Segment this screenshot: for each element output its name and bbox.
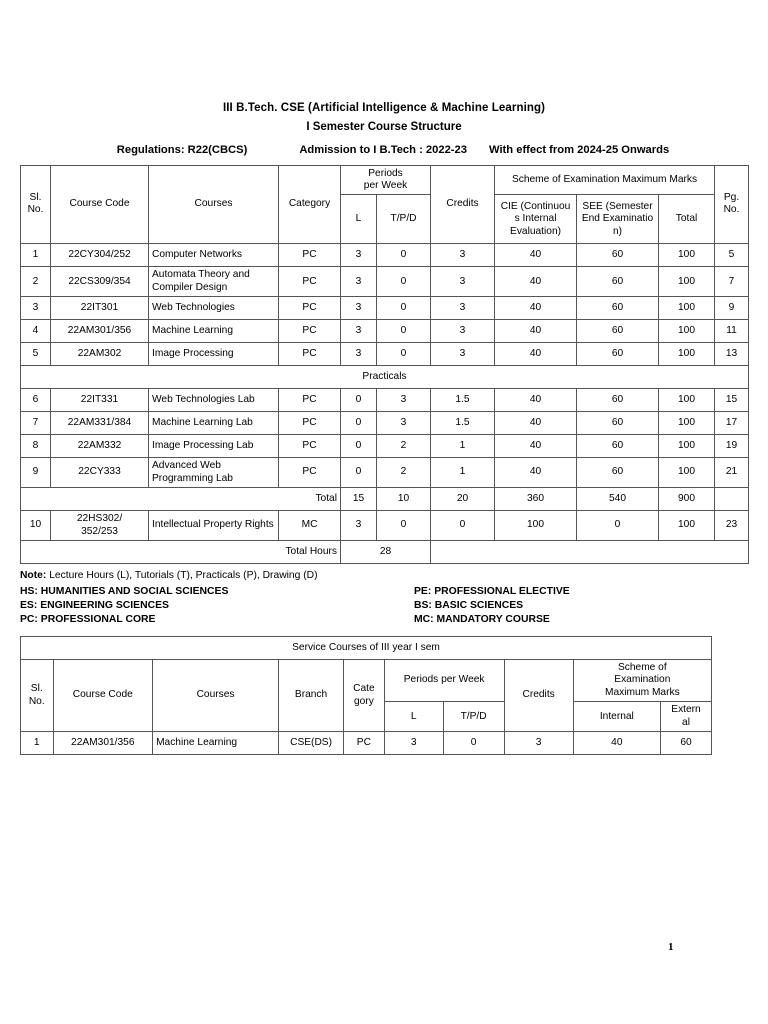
admission-label: Admission to I B.Tech : 2022-23 [299, 143, 467, 156]
header-total: Total [659, 195, 715, 244]
regulations-label: Regulations: R22(CBCS) [116, 143, 248, 156]
service-cell-branch: CSE(DS) [279, 732, 344, 755]
service-cell-category: PC [344, 732, 385, 755]
note-text: Lecture Hours (L), Tutorials (T), Practicals (P), Drawing (D) [49, 570, 318, 582]
service-header-scheme-line1: Scheme of [617, 662, 667, 674]
cell-see: 60 [577, 244, 659, 267]
cell-credits: 1 [431, 458, 495, 488]
cell-total: 100 [659, 435, 715, 458]
cell-course-name: Web Technologies Lab [149, 389, 279, 412]
service-table-row [21, 732, 712, 755]
table-header-row-1 [21, 165, 749, 195]
cell-course-name: Web Technologies [149, 297, 279, 320]
cell-category: PC [279, 320, 341, 343]
cell-sl-no: 3 [21, 297, 51, 320]
service-header-external-line1: Extern [671, 704, 701, 716]
table-row [21, 267, 749, 297]
cell-category: PC [279, 435, 341, 458]
header-periods-per-week [341, 165, 431, 195]
service-header-sl-no-line2: No. [28, 695, 45, 707]
cell-tpd: 3 [377, 412, 431, 435]
cell-tpd: 0 [377, 297, 431, 320]
totals-see: 540 [577, 488, 659, 511]
cell-sl-no: 1 [21, 244, 51, 267]
service-cell-course-name: Machine Learning [153, 732, 279, 755]
cell-course-name: Image Processing Lab [149, 435, 279, 458]
cell-pg-no: 5 [715, 244, 749, 267]
cell-tpd: 0 [377, 320, 431, 343]
service-cell-sl-no: 1 [21, 732, 54, 755]
cell-category: PC [279, 267, 341, 297]
cell-credits: 3 [431, 267, 495, 297]
header-l: L [341, 195, 377, 244]
service-header-l: L [384, 702, 443, 732]
cell-course-code: 22CY333 [51, 458, 149, 488]
cell-sl-no: 7 [21, 412, 51, 435]
service-cell-tpd: 0 [443, 732, 504, 755]
cell-category: PC [279, 244, 341, 267]
cell-course-code: 22CY304/252 [51, 244, 149, 267]
cell-course-code: 22CS309/354 [51, 267, 149, 297]
service-header-scheme [573, 660, 711, 702]
service-header-category-line1: Cate [353, 683, 375, 695]
cell-category: PC [279, 343, 341, 366]
cell-cie: 40 [495, 267, 577, 297]
cell-l: 3 [341, 511, 377, 541]
cell-pg-no: 23 [715, 511, 749, 541]
cell-total: 100 [659, 412, 715, 435]
cell-cie: 40 [495, 244, 577, 267]
cell-l: 3 [341, 244, 377, 267]
service-header-sl-no [21, 660, 54, 732]
cell-course-code-line2: 352/253 [81, 525, 118, 537]
cell-sl-no: 6 [21, 389, 51, 412]
cell-total: 100 [659, 343, 715, 366]
cell-tpd: 0 [377, 511, 431, 541]
table-row [21, 511, 749, 541]
header-pg-no-line2: No. [723, 204, 740, 216]
cell-category: PC [279, 412, 341, 435]
header-sl-no-line1: Sl. [29, 192, 42, 204]
totals-label: Total [21, 488, 341, 511]
service-table-caption: Service Courses of III year I sem [21, 637, 712, 660]
cell-credits: 3 [431, 244, 495, 267]
cell-course-code [51, 511, 149, 541]
document-heading [20, 0, 748, 139]
service-cell-course-code: 22AM301/356 [53, 732, 153, 755]
cell-credits: 3 [431, 320, 495, 343]
cell-credits: 1.5 [431, 389, 495, 412]
cell-course-name: Machine Learning [149, 320, 279, 343]
service-cell-external: 60 [661, 732, 712, 755]
legend-row [20, 613, 748, 627]
cell-category: MC [279, 511, 341, 541]
totals-row [21, 488, 749, 511]
cell-sl-no: 5 [21, 343, 51, 366]
cell-see: 0 [577, 511, 659, 541]
total-hours-empty-cell [431, 541, 749, 564]
legend-item-bs: BS: BASIC SCIENCES [414, 599, 524, 611]
header-credits: Credits [431, 165, 495, 244]
total-hours-value: 28 [341, 541, 431, 564]
legend-item-pe: PE: PROFESSIONAL ELECTIVE [414, 585, 570, 597]
header-course-code: Course Code [51, 165, 149, 244]
header-periods-line2: per Week [363, 179, 408, 191]
cell-tpd: 2 [377, 458, 431, 488]
course-structure-table [20, 165, 749, 565]
service-header-internal: Internal [573, 702, 660, 732]
cell-pg-no: 21 [715, 458, 749, 488]
totals-credits: 20 [431, 488, 495, 511]
header-scheme-of-examination: Scheme of Examination Maximum Marks [495, 165, 715, 195]
table-row [21, 244, 749, 267]
page-title-line2: I Semester Course Structure [306, 120, 462, 133]
cell-cie: 40 [495, 320, 577, 343]
cell-course-code: 22AM331/384 [51, 412, 149, 435]
table-row [21, 297, 749, 320]
cell-sl-no: 2 [21, 267, 51, 297]
legend-item-es: ES: ENGINEERING SCIENCES [20, 599, 169, 611]
service-header-sl-no-line1: Sl. [30, 683, 43, 695]
cell-l: 3 [341, 297, 377, 320]
service-cell-credits: 3 [504, 732, 573, 755]
cell-course-code-line1: 22HS302/ [76, 513, 123, 525]
cell-l: 3 [341, 267, 377, 297]
header-cie: CIE (Continuou s Internal Evaluation) [495, 195, 577, 244]
cell-cie: 40 [495, 297, 577, 320]
cell-credits: 1 [431, 435, 495, 458]
cell-credits: 1.5 [431, 412, 495, 435]
section-label-practicals: Practicals [21, 366, 749, 389]
legend-item-hs: HS: HUMANITIES AND SOCIAL SCIENCES [20, 585, 229, 597]
total-hours-row [21, 541, 749, 564]
header-see: SEE (Semester End Examinatio n) [577, 195, 659, 244]
totals-total: 900 [659, 488, 715, 511]
legend-row [20, 599, 748, 613]
cell-total: 100 [659, 297, 715, 320]
service-cell-internal: 40 [573, 732, 660, 755]
header-pg-no-line1: Pg. [723, 192, 740, 204]
service-header-branch: Branch [279, 660, 344, 732]
cell-sl-no: 9 [21, 458, 51, 488]
service-header-credits: Credits [504, 660, 573, 732]
cell-l: 3 [341, 343, 377, 366]
service-header-tpd: T/P/D [443, 702, 504, 732]
cell-total: 100 [659, 389, 715, 412]
legend-row [20, 585, 748, 599]
cell-total: 100 [659, 267, 715, 297]
totals-cie: 360 [495, 488, 577, 511]
page-number: 1 [668, 941, 674, 953]
service-header-course-code: Course Code [53, 660, 153, 732]
cell-see: 60 [577, 297, 659, 320]
cell-l: 0 [341, 435, 377, 458]
cell-category: PC [279, 389, 341, 412]
effect-label: With effect from 2024-25 Onwards [488, 143, 670, 156]
cell-total: 100 [659, 244, 715, 267]
cell-course-code: 22AM332 [51, 435, 149, 458]
cell-cie: 40 [495, 412, 577, 435]
service-header-scheme-line3: Maximum Marks [604, 686, 680, 698]
cell-course-name: Automata Theory and Compiler Design [149, 267, 279, 297]
cell-category: PC [279, 458, 341, 488]
legend-item-pc: PC: PROFESSIONAL CORE [20, 613, 156, 625]
cell-see: 60 [577, 389, 659, 412]
legend-item-mc: MC: MANDATORY COURSE [414, 613, 550, 625]
cell-total: 100 [659, 320, 715, 343]
note-line [20, 569, 748, 583]
cell-credits: 3 [431, 297, 495, 320]
cell-course-name: Computer Networks [149, 244, 279, 267]
cell-tpd: 0 [377, 244, 431, 267]
cell-tpd: 3 [377, 389, 431, 412]
cell-tpd: 0 [377, 267, 431, 297]
cell-category: PC [279, 297, 341, 320]
document-meta-line [20, 144, 748, 156]
cell-total: 100 [659, 458, 715, 488]
cell-credits: 0 [431, 511, 495, 541]
cell-course-name: Intellectual Property Rights [149, 511, 279, 541]
cell-total: 100 [659, 511, 715, 541]
cell-cie: 40 [495, 343, 577, 366]
cell-cie: 100 [495, 511, 577, 541]
cell-see: 60 [577, 320, 659, 343]
service-header-external [661, 702, 712, 732]
cell-see: 60 [577, 267, 659, 297]
header-courses: Courses [149, 165, 279, 244]
cell-course-code: 22IT301 [51, 297, 149, 320]
cell-cie: 40 [495, 435, 577, 458]
cell-pg-no: 11 [715, 320, 749, 343]
cell-credits: 3 [431, 343, 495, 366]
service-table-caption-row [21, 637, 712, 660]
page-title-line1: III B.Tech. CSE (Artificial Intelligence & Machine Learning) [222, 102, 546, 114]
cell-pg-no: 13 [715, 343, 749, 366]
total-hours-label: Total Hours [21, 541, 341, 564]
table-row [21, 412, 749, 435]
cell-course-code: 22AM301/356 [51, 320, 149, 343]
service-courses-table [20, 636, 712, 755]
totals-tpd: 10 [377, 488, 431, 511]
cell-see: 60 [577, 412, 659, 435]
table-row [21, 435, 749, 458]
service-cell-l: 3 [384, 732, 443, 755]
cell-l: 0 [341, 412, 377, 435]
cell-l: 0 [341, 389, 377, 412]
service-header-category-line2: gory [353, 695, 374, 707]
service-header-scheme-line2: Examination [614, 674, 671, 686]
service-header-periods-per-week: Periods per Week [384, 660, 504, 702]
cell-l: 3 [341, 320, 377, 343]
header-sl-no [21, 165, 51, 244]
header-pg-no [715, 165, 749, 244]
cell-pg-no: 9 [715, 297, 749, 320]
table-row [21, 343, 749, 366]
cell-see: 60 [577, 343, 659, 366]
cell-cie: 40 [495, 389, 577, 412]
cell-tpd: 2 [377, 435, 431, 458]
cell-pg-no: 15 [715, 389, 749, 412]
totals-l: 15 [341, 488, 377, 511]
service-header-category [344, 660, 385, 732]
header-tpd: T/P/D [377, 195, 431, 244]
cell-course-name: Image Processing [149, 343, 279, 366]
cell-pg-no: 19 [715, 435, 749, 458]
totals-pg-no [715, 488, 749, 511]
service-header-row-1 [21, 660, 712, 702]
cell-cie: 40 [495, 458, 577, 488]
service-header-external-line2: al [682, 716, 690, 728]
table-row [21, 320, 749, 343]
header-sl-no-line2: No. [27, 204, 44, 216]
note-label: Note: [20, 570, 47, 582]
header-periods-line1: Periods [368, 167, 403, 179]
cell-course-name: Machine Learning Lab [149, 412, 279, 435]
cell-sl-no: 10 [21, 511, 51, 541]
cell-tpd: 0 [377, 343, 431, 366]
header-category: Category [279, 165, 341, 244]
cell-pg-no: 7 [715, 267, 749, 297]
cell-course-code: 22AM302 [51, 343, 149, 366]
service-header-courses: Courses [153, 660, 279, 732]
cell-l: 0 [341, 458, 377, 488]
cell-see: 60 [577, 458, 659, 488]
cell-course-code: 22IT331 [51, 389, 149, 412]
table-row [21, 458, 749, 488]
cell-sl-no: 8 [21, 435, 51, 458]
table-row [21, 389, 749, 412]
cell-see: 60 [577, 435, 659, 458]
legend-block [20, 585, 748, 627]
cell-course-name: Advanced Web Programming Lab [149, 458, 279, 488]
cell-pg-no: 17 [715, 412, 749, 435]
cell-sl-no: 4 [21, 320, 51, 343]
section-header-row [21, 366, 749, 389]
